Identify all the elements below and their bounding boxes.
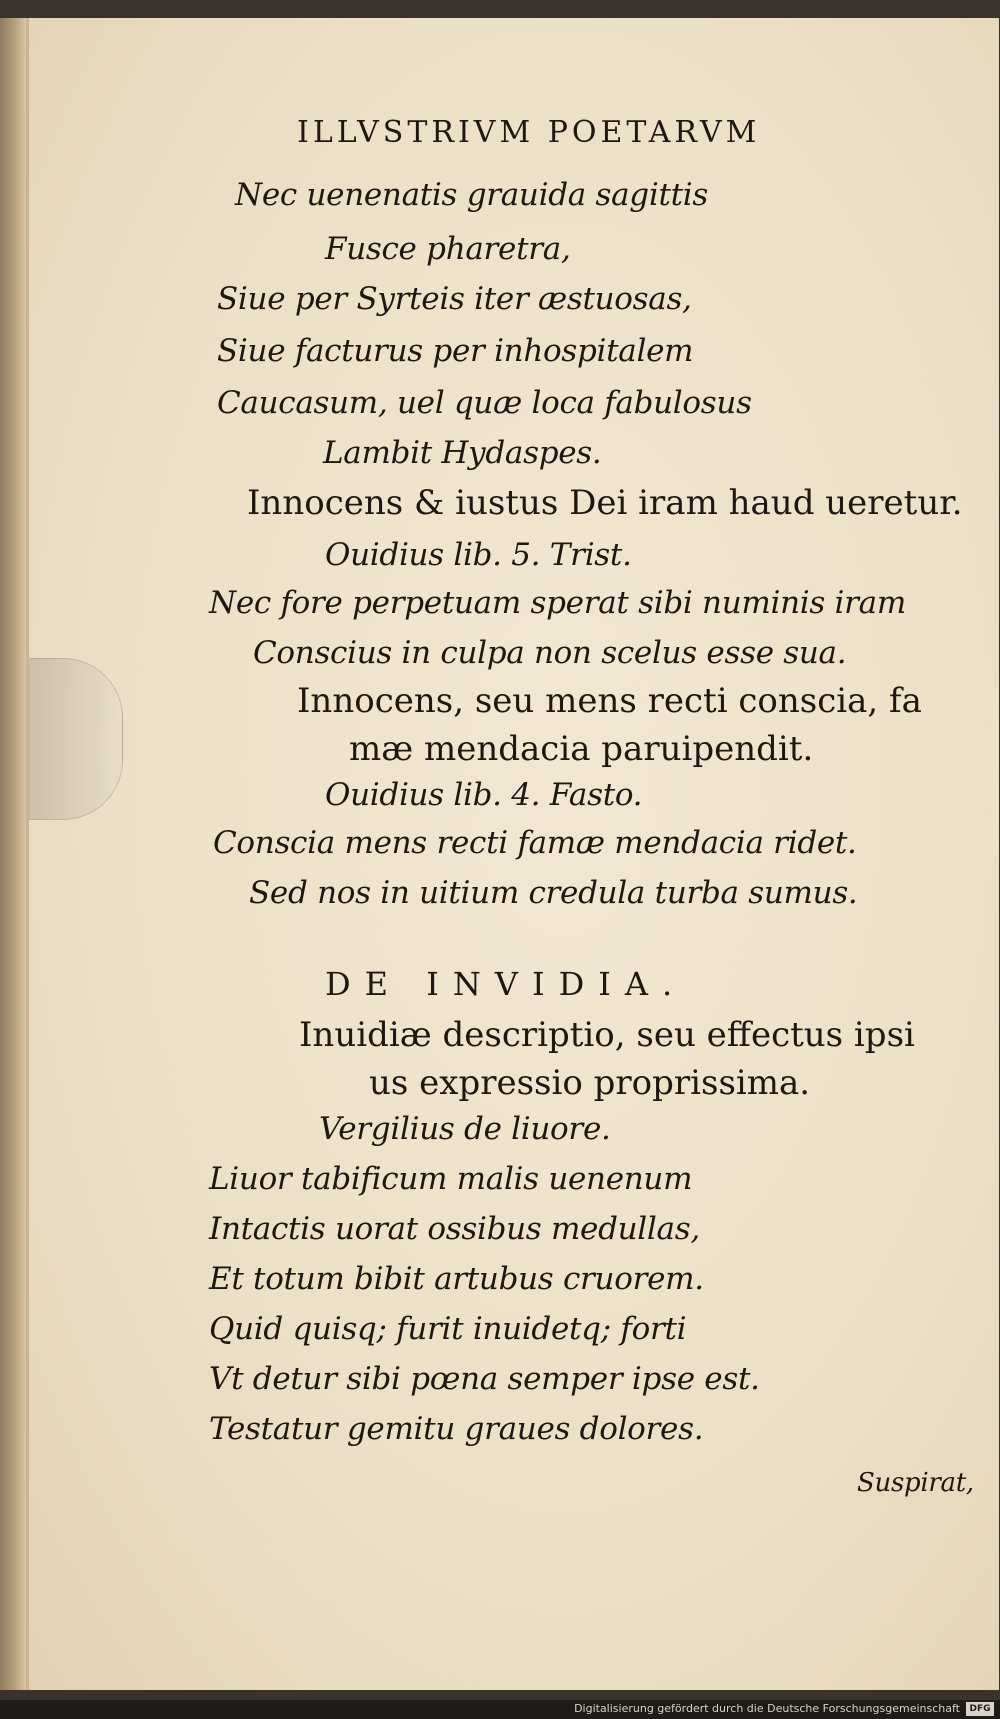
source-citation: Vergilius de liuore. — [319, 1111, 611, 1147]
section-heading: Innocens & iustus Dei iram haud ueretur. — [247, 483, 963, 523]
source-citation: Ouidius lib. 5. Trist. — [325, 537, 632, 573]
text-line: Testatur gemitu graues dolores. — [209, 1411, 704, 1447]
text-line: Et totum bibit artubus cruorem. — [209, 1261, 704, 1297]
section-heading: Innocens, seu mens recti conscia, fa — [297, 681, 922, 721]
dfg-logo: DFG — [966, 1702, 994, 1716]
text-line: Caucasum, uel quæ loca fabulosus — [217, 385, 752, 421]
footer-bar — [0, 1700, 1000, 1719]
text-line: Vt detur sibi pœna semper ipse est. — [209, 1361, 760, 1397]
text-line: Conscius in culpa non scelus esse sua. — [253, 635, 847, 671]
section-heading: mæ mendacia paruipendit. — [349, 729, 814, 769]
text-line: Liuor tabificum malis uenenum — [209, 1161, 693, 1197]
footer-credit: Digitalisierung gefördert durch die Deutsche Forschungsgemeinschaft — [574, 1702, 960, 1715]
text-line: Sed nos in uitium credula turba sumus. — [249, 875, 858, 911]
catchword: Suspirat, — [857, 1468, 974, 1498]
text-line: Conscia mens recti famæ mendacia ridet. — [213, 825, 857, 861]
text-line: Intactis uorat ossibus medullas, — [209, 1211, 700, 1247]
chapter-title: DE INVIDIA. — [325, 965, 687, 1003]
section-heading: Inuidiæ descriptio, seu effectus ipsi — [299, 1015, 915, 1055]
book-page — [26, 18, 999, 1690]
text-line: Nec uenenatis grauida sagittis — [235, 177, 708, 213]
text-line: Siue facturus per inhospitalem — [217, 333, 694, 369]
text-line: Fusce pharetra, — [325, 231, 571, 267]
text-line: Siue per Syrteis iter æstuosas, — [217, 281, 692, 317]
section-heading: us expressio proprissima. — [369, 1063, 811, 1103]
page-edge — [0, 18, 26, 1690]
text-line: Quid quisq; furit inuidetq; forti — [209, 1311, 687, 1347]
text-line: Nec fore perpetuam sperat sibi numinis iram — [209, 585, 906, 621]
running-header: ILLVSTRIVM POETARVM — [297, 115, 761, 150]
clip-mark — [29, 658, 123, 820]
text-line: Lambit Hydaspes. — [323, 435, 602, 471]
source-citation: Ouidius lib. 4. Fasto. — [325, 777, 643, 813]
